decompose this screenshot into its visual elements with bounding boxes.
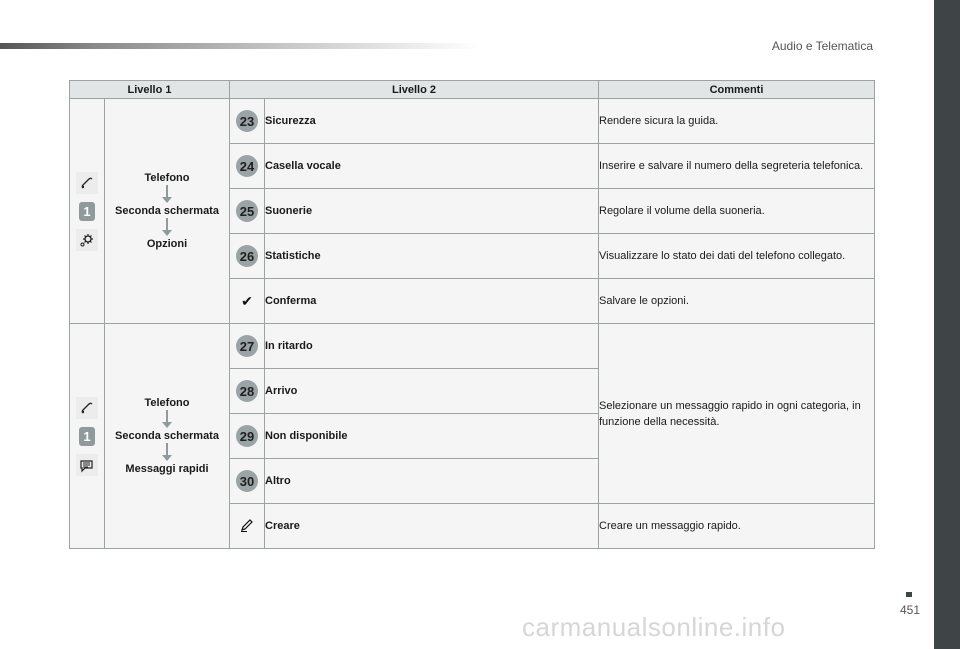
step-badge: 23: [236, 110, 258, 132]
arrow-down-icon: [162, 409, 172, 430]
step-badge: 25: [236, 200, 258, 222]
step-cell: [230, 99, 265, 144]
phone-icon: [76, 397, 98, 419]
menu-item-comment: Salvare le opzioni.: [599, 279, 875, 324]
level1-icons-cell: [70, 99, 105, 324]
messages-icon: [76, 454, 98, 476]
options-gear-icon: [76, 229, 98, 251]
path-step-seconda-schermata: Seconda schermata: [115, 430, 219, 442]
header-gradient-bar: [0, 43, 480, 49]
menu-item-comment: Inserire e salvare il numero della segreteria telefonica.: [599, 144, 875, 189]
menu-item-label: Suonerie: [265, 189, 599, 234]
phone-icon: [76, 172, 98, 194]
level1-number-badge: 1: [79, 427, 95, 446]
menu-item-comment: Regolare il volume della suoneria.: [599, 189, 875, 234]
arrow-down-icon: [162, 217, 172, 238]
menu-item-label: Creare: [265, 504, 599, 549]
step-cell: [230, 144, 265, 189]
step-badge: 26: [236, 245, 258, 267]
menu-table: [69, 80, 875, 549]
menu-item-label: Conferma: [265, 279, 599, 324]
step-cell: [230, 324, 265, 369]
step-cell: [230, 459, 265, 504]
step-badge: 28: [236, 380, 258, 402]
path-step-seconda-schermata: Seconda schermata: [115, 205, 219, 217]
header-level2: Livello 2: [230, 81, 599, 99]
menu-item-comment: Creare un messaggio rapido.: [599, 504, 875, 549]
level1-path-cell: [105, 99, 230, 324]
step-badge: 27: [236, 335, 258, 357]
path-step-opzioni: Opzioni: [146, 238, 188, 250]
step-cell: [230, 189, 265, 234]
step-cell: [230, 369, 265, 414]
step-badge: 29: [236, 425, 258, 447]
menu-item-label: Arrivo: [265, 369, 599, 414]
table-row: [70, 324, 875, 369]
path-step-telefono: Telefono: [144, 397, 190, 409]
side-band: [934, 0, 960, 649]
step-cell: [230, 234, 265, 279]
menu-item-label: In ritardo: [265, 324, 599, 369]
table-row: [70, 99, 875, 144]
step-cell: [230, 279, 265, 324]
table-header-row: [70, 81, 875, 99]
header-comments: Commenti: [599, 81, 875, 99]
header-level1: Livello 1: [70, 81, 230, 99]
path-step-telefono: Telefono: [144, 172, 190, 184]
menu-item-label: Sicurezza: [265, 99, 599, 144]
section-title: Audio e Telematica: [771, 39, 873, 53]
page-marker: [906, 592, 912, 597]
watermark: carmanualsonline.info: [522, 612, 786, 642]
step-cell: [230, 504, 265, 549]
step-badge: 24: [236, 155, 258, 177]
menu-item-comment: Visualizzare lo stato dei dati del telefono collegato.: [599, 234, 875, 279]
arrow-down-icon: [162, 442, 172, 463]
level1-path-cell: [105, 324, 230, 549]
menu-item-label: Altro: [265, 459, 599, 504]
page-number: 451: [899, 603, 920, 617]
arrow-down-icon: [162, 184, 172, 205]
checkmark-icon: ✔: [241, 292, 253, 309]
menu-item-label: Casella vocale: [265, 144, 599, 189]
path-step-messaggi-rapidi: Messaggi rapidi: [125, 463, 209, 475]
menu-item-label: Non disponibile: [265, 414, 599, 459]
level1-number-badge: 1: [79, 202, 95, 221]
level1-icons-cell: [70, 324, 105, 549]
shared-comment: Selezionare un messaggio rapido in ogni categoria, in funzione della necessità.: [599, 324, 875, 504]
menu-item-label: Statistiche: [265, 234, 599, 279]
menu-item-comment: Rendere sicura la guida.: [599, 99, 875, 144]
pencil-icon: [239, 524, 255, 536]
step-cell: [230, 414, 265, 459]
step-badge: 30: [236, 470, 258, 492]
